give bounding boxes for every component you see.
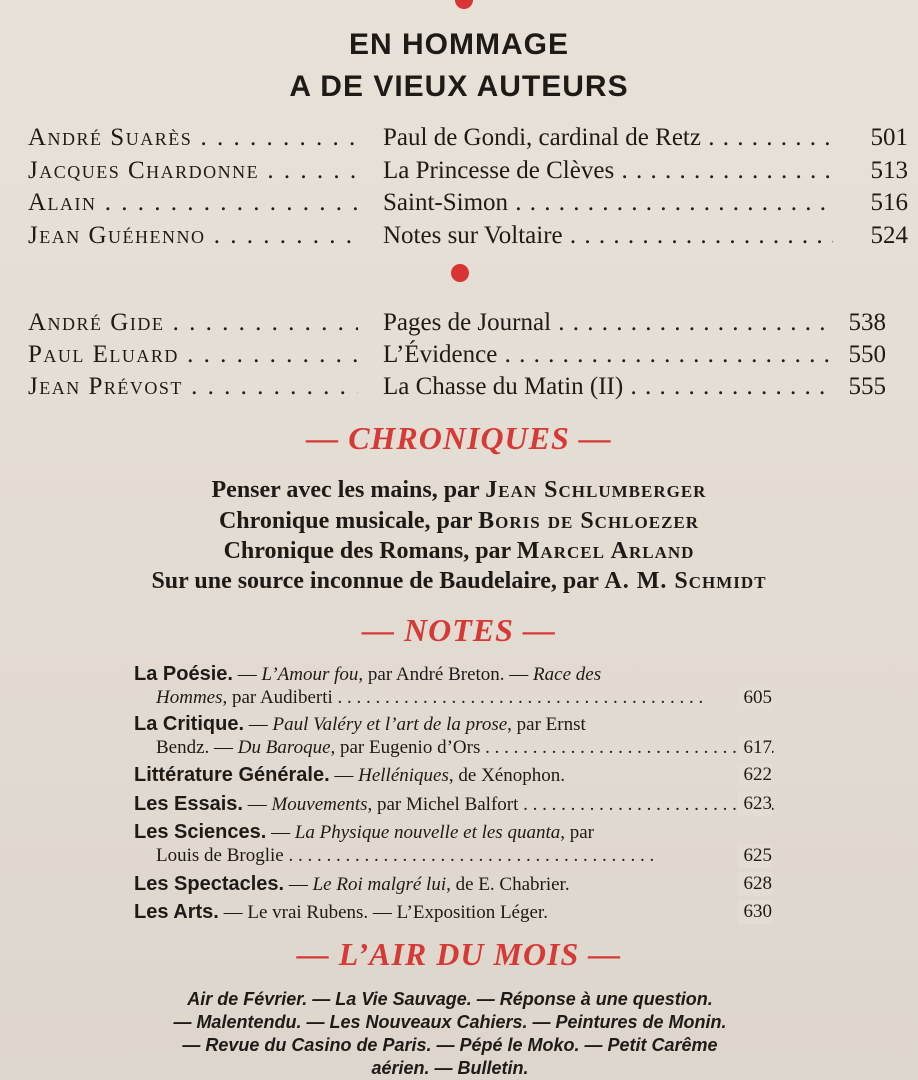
note-entry xyxy=(134,872,776,896)
toc-title: Paul de Gondi, cardinal de Retz . . . xyxy=(383,123,833,153)
toc-author: André Suarès . . . xyxy=(28,123,358,153)
toc-author: Jean Guéhenno . . . xyxy=(28,221,358,251)
toc-page-number: 538 xyxy=(848,309,886,336)
toc-author: Jacques Chardonne . . . xyxy=(28,156,358,186)
note-page-number: 605 xyxy=(738,686,773,710)
note-work-title: Paul Valéry et l’art de la prose xyxy=(272,714,508,735)
toc-author: André Gide . . . xyxy=(28,308,358,338)
note-text: — xyxy=(232,664,262,685)
note-work-title: Helléniques xyxy=(358,765,449,786)
toc-entry xyxy=(28,340,908,370)
note-page-number: 625 xyxy=(738,844,773,868)
note-work-title: Mouvements xyxy=(271,794,368,815)
toc-author: Alain . . . xyxy=(28,188,358,218)
note-page-number: 630 xyxy=(738,900,773,924)
note-work-title: Du Baroque xyxy=(237,737,331,758)
chronique-author: Jean Schlumberger xyxy=(485,477,707,503)
toc-entry xyxy=(28,372,908,402)
toc-entry xyxy=(28,188,908,218)
heading-line-2: A DE VIEUX AUTEURS xyxy=(289,70,629,103)
note-category: La Critique. xyxy=(134,713,245,735)
toc-entry xyxy=(28,123,908,153)
toc-title: Pages de Journal . . . xyxy=(383,308,833,338)
section-heading-notes: — NOTES — xyxy=(362,612,556,648)
note-text: — xyxy=(329,765,359,786)
note-text: Bendz. — xyxy=(156,737,238,758)
note-text: — xyxy=(242,794,272,815)
chronique-author: Boris de Schloezer xyxy=(478,508,700,534)
chronique-author: Marcel Arland xyxy=(516,538,695,564)
air-du-mois-contents xyxy=(130,988,770,1080)
air-du-mois-line: — Revue du Casino de Paris. — Pépé le Moko. — Petit Carême xyxy=(182,1035,718,1055)
note-text: — xyxy=(284,874,313,895)
note-entry xyxy=(134,662,776,710)
toc-entry xyxy=(28,221,908,251)
note-entry xyxy=(134,712,776,760)
chronique-title: Chronique musicale, par xyxy=(218,508,473,534)
chronique-entry xyxy=(0,536,918,566)
toc-title: L’Évidence . . . xyxy=(383,340,833,370)
section-heading-chroniques: — CHRONIQUES — xyxy=(306,420,612,456)
red-dot-ornament-top xyxy=(455,0,473,9)
note-work-title: L’Amour fou xyxy=(261,664,359,685)
note-category: Littérature Générale. xyxy=(134,764,330,786)
chronique-title: Penser avec les mains, par xyxy=(211,477,480,503)
note-entry xyxy=(134,792,776,816)
note-page-number: 617 xyxy=(738,736,773,760)
note-text: , de E. Chabrier. xyxy=(446,874,570,895)
toc-page-number: 555 xyxy=(848,373,886,400)
note-category: Les Spectacles. xyxy=(134,873,285,895)
toc-author: Jean Prévost . . . xyxy=(28,372,358,402)
toc-page-number: 513 xyxy=(870,157,908,184)
note-text: , par Ernst xyxy=(507,714,586,735)
heading-line-1: EN HOMMAGE xyxy=(349,28,569,61)
red-dot-ornament xyxy=(451,264,469,282)
note-category: La Poésie. xyxy=(134,663,233,685)
air-du-mois-line: Air de Février. — La Vie Sauvage. — Réponse à une question. xyxy=(187,989,713,1009)
toc-title: Saint-Simon . . . xyxy=(383,188,833,218)
note-text: , par André Breton. — xyxy=(358,664,534,685)
note-category: Les Arts. xyxy=(134,901,219,923)
toc-entry xyxy=(28,308,908,338)
toc-page-number: 524 xyxy=(870,222,908,249)
toc-author: Paul Eluard . . . xyxy=(28,340,358,370)
note-text: — xyxy=(266,822,295,843)
note-category: Les Essais. xyxy=(134,793,243,815)
note-text: , de Xénophon. xyxy=(448,765,565,786)
note-category: Les Sciences. xyxy=(134,821,267,843)
toc-page-number: 550 xyxy=(848,341,886,368)
chronique-title: Sur une source inconnue de Baudelaire, par xyxy=(151,568,599,594)
note-entry xyxy=(134,900,776,924)
note-work-title: Le Roi malgré lui xyxy=(312,874,447,895)
toc-entry xyxy=(28,156,908,186)
note-text: Louis de Broglie xyxy=(156,845,284,866)
note-text: , par xyxy=(560,822,594,843)
toc-page-number: 516 xyxy=(870,189,908,216)
note-entry xyxy=(134,763,776,787)
section-heading-air-du-mois: — L’AIR DU MOIS — xyxy=(296,936,622,972)
chronique-title: Chronique des Romans, par xyxy=(223,538,511,564)
note-page-number: 622 xyxy=(738,763,773,787)
chronique-author: A. M. Schmidt xyxy=(604,568,767,594)
note-text: , par Audiberti xyxy=(222,687,333,708)
air-du-mois-line: — Malentendu. — Les Nouveaux Cahiers. — Peintures de Monin. xyxy=(173,1012,727,1032)
toc-title: La Chasse du Matin (II) . . . xyxy=(383,372,833,402)
note-entry xyxy=(134,820,776,868)
toc-title: La Princesse de Clèves . . . xyxy=(383,156,833,186)
note-page-number: 628 xyxy=(738,872,773,896)
toc-page-number: 501 xyxy=(870,124,908,151)
chronique-entry xyxy=(0,475,918,505)
note-text: — xyxy=(244,714,273,735)
air-du-mois-line: aérien. — Bulletin. xyxy=(371,1058,529,1078)
chronique-entry xyxy=(0,566,918,596)
note-work-title: Hommes xyxy=(156,687,223,708)
note-work-title: La Physique nouvelle et les quanta xyxy=(294,822,561,843)
toc-title: Notes sur Voltaire . . . xyxy=(383,221,833,251)
chronique-entry xyxy=(0,506,918,536)
note-text: , par Eugenio d’Ors xyxy=(330,737,481,758)
note-work-title: Race des xyxy=(533,664,602,685)
note-text: — Le vrai Rubens. — L’Exposition Léger. xyxy=(218,902,548,923)
note-page-number: 623 xyxy=(738,792,773,816)
note-text: , par Michel Balfort xyxy=(367,794,519,815)
